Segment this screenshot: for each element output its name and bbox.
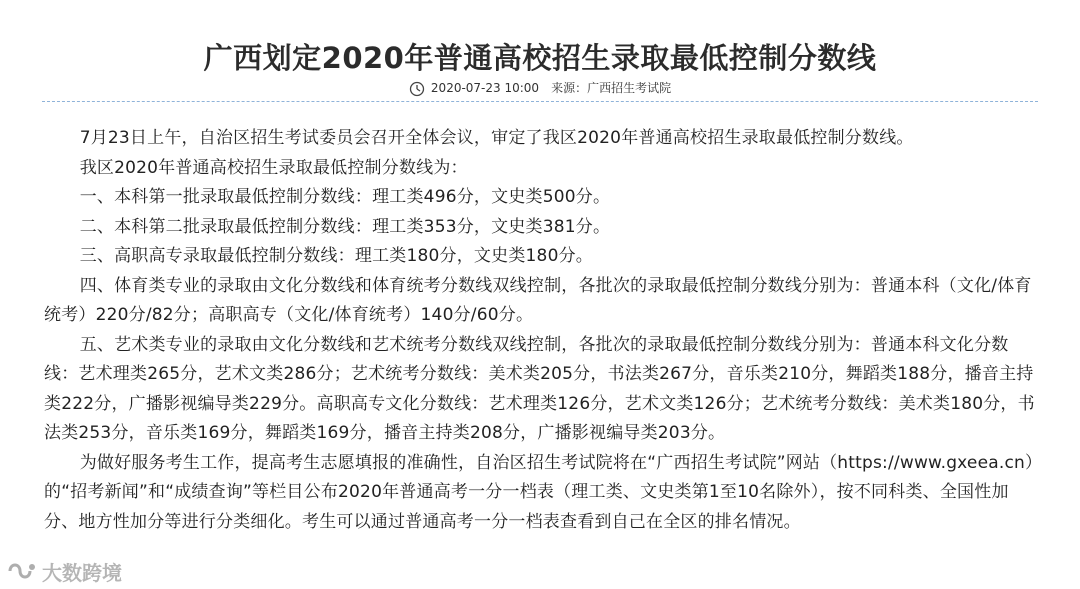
article-meta — [0, 79, 1080, 97]
paragraph: 我区2020年普通高校招生录取最低控制分数线为： — [79, 157, 468, 178]
article-title: 广西划定2020年普通高校招生录取最低控制分数线 — [203, 41, 877, 75]
paragraph: 7月23日上午，自治区招生考试委员会召开全体会议，审定了我区2020年普通高校招生录取最低控制分数线。 — [79, 128, 914, 148]
paragraph: 为做好服务考生工作，提高考生志愿填报的准确性，自治区招生考试院将在“广西招生考试院”网站（https://www.gxeea.cn）的“招考新闻”和“成绩查询”等栏目公布2020年普通高考一分一档表（理工类、文史类第1至10名除外），按不同科类、全国性加分、地方性加分等进行分类细化。考生可以通过普通高考一分一档表查看到自己在全区的排名情况。 — [44, 452, 1034, 532]
divider — [42, 101, 1038, 102]
paragraph: 四、体育类专业的录取由文化分数线和体育统考分数线双线控制，各批次的录取最低控制分数线分别为：普通本科（文化/体育统考）220分/82分；高职高专（文化/体育统考）140分/60分。 — [44, 275, 1032, 325]
paragraph: 三、高职高专录取最低控制分数线：理工类180分，文史类180分。 — [79, 246, 593, 266]
paragraph: 二、本科第二批录取最低控制分数线：理工类353分，文史类381分。 — [79, 216, 611, 237]
watermark-text: 大数跨境 — [42, 560, 122, 585]
paragraph: 一、本科第一批录取最低控制分数线：理工类496分，文史类500分。 — [79, 187, 611, 207]
watermark — [6, 556, 122, 586]
paragraph: 五、艺术类专业的录取由文化分数线和艺术统考分数线双线控制，各批次的录取最低控制分数线分别为：普通本科文化分数线：艺术理类265分，艺术文类286分；艺术统考分数线：美术类205分，书法类267分，音乐类210分，舞蹈类188分，播音主持类222分，广播影视编导类229分。高职高专文化分数线：艺术理类126分，艺术文类126分；艺术统考分数线：美术类180分，书法类253分，音乐类169分，舞蹈类169分，播音主持类208分，广播影视编导类203分。 — [44, 334, 1035, 443]
clock-icon — [409, 81, 425, 97]
article-source: 来源：广西招生考试院 — [551, 81, 672, 95]
article-body — [44, 124, 1036, 537]
watermark-logo-icon — [6, 559, 36, 583]
publish-date: 2020-07-23 10:00 — [430, 81, 540, 95]
